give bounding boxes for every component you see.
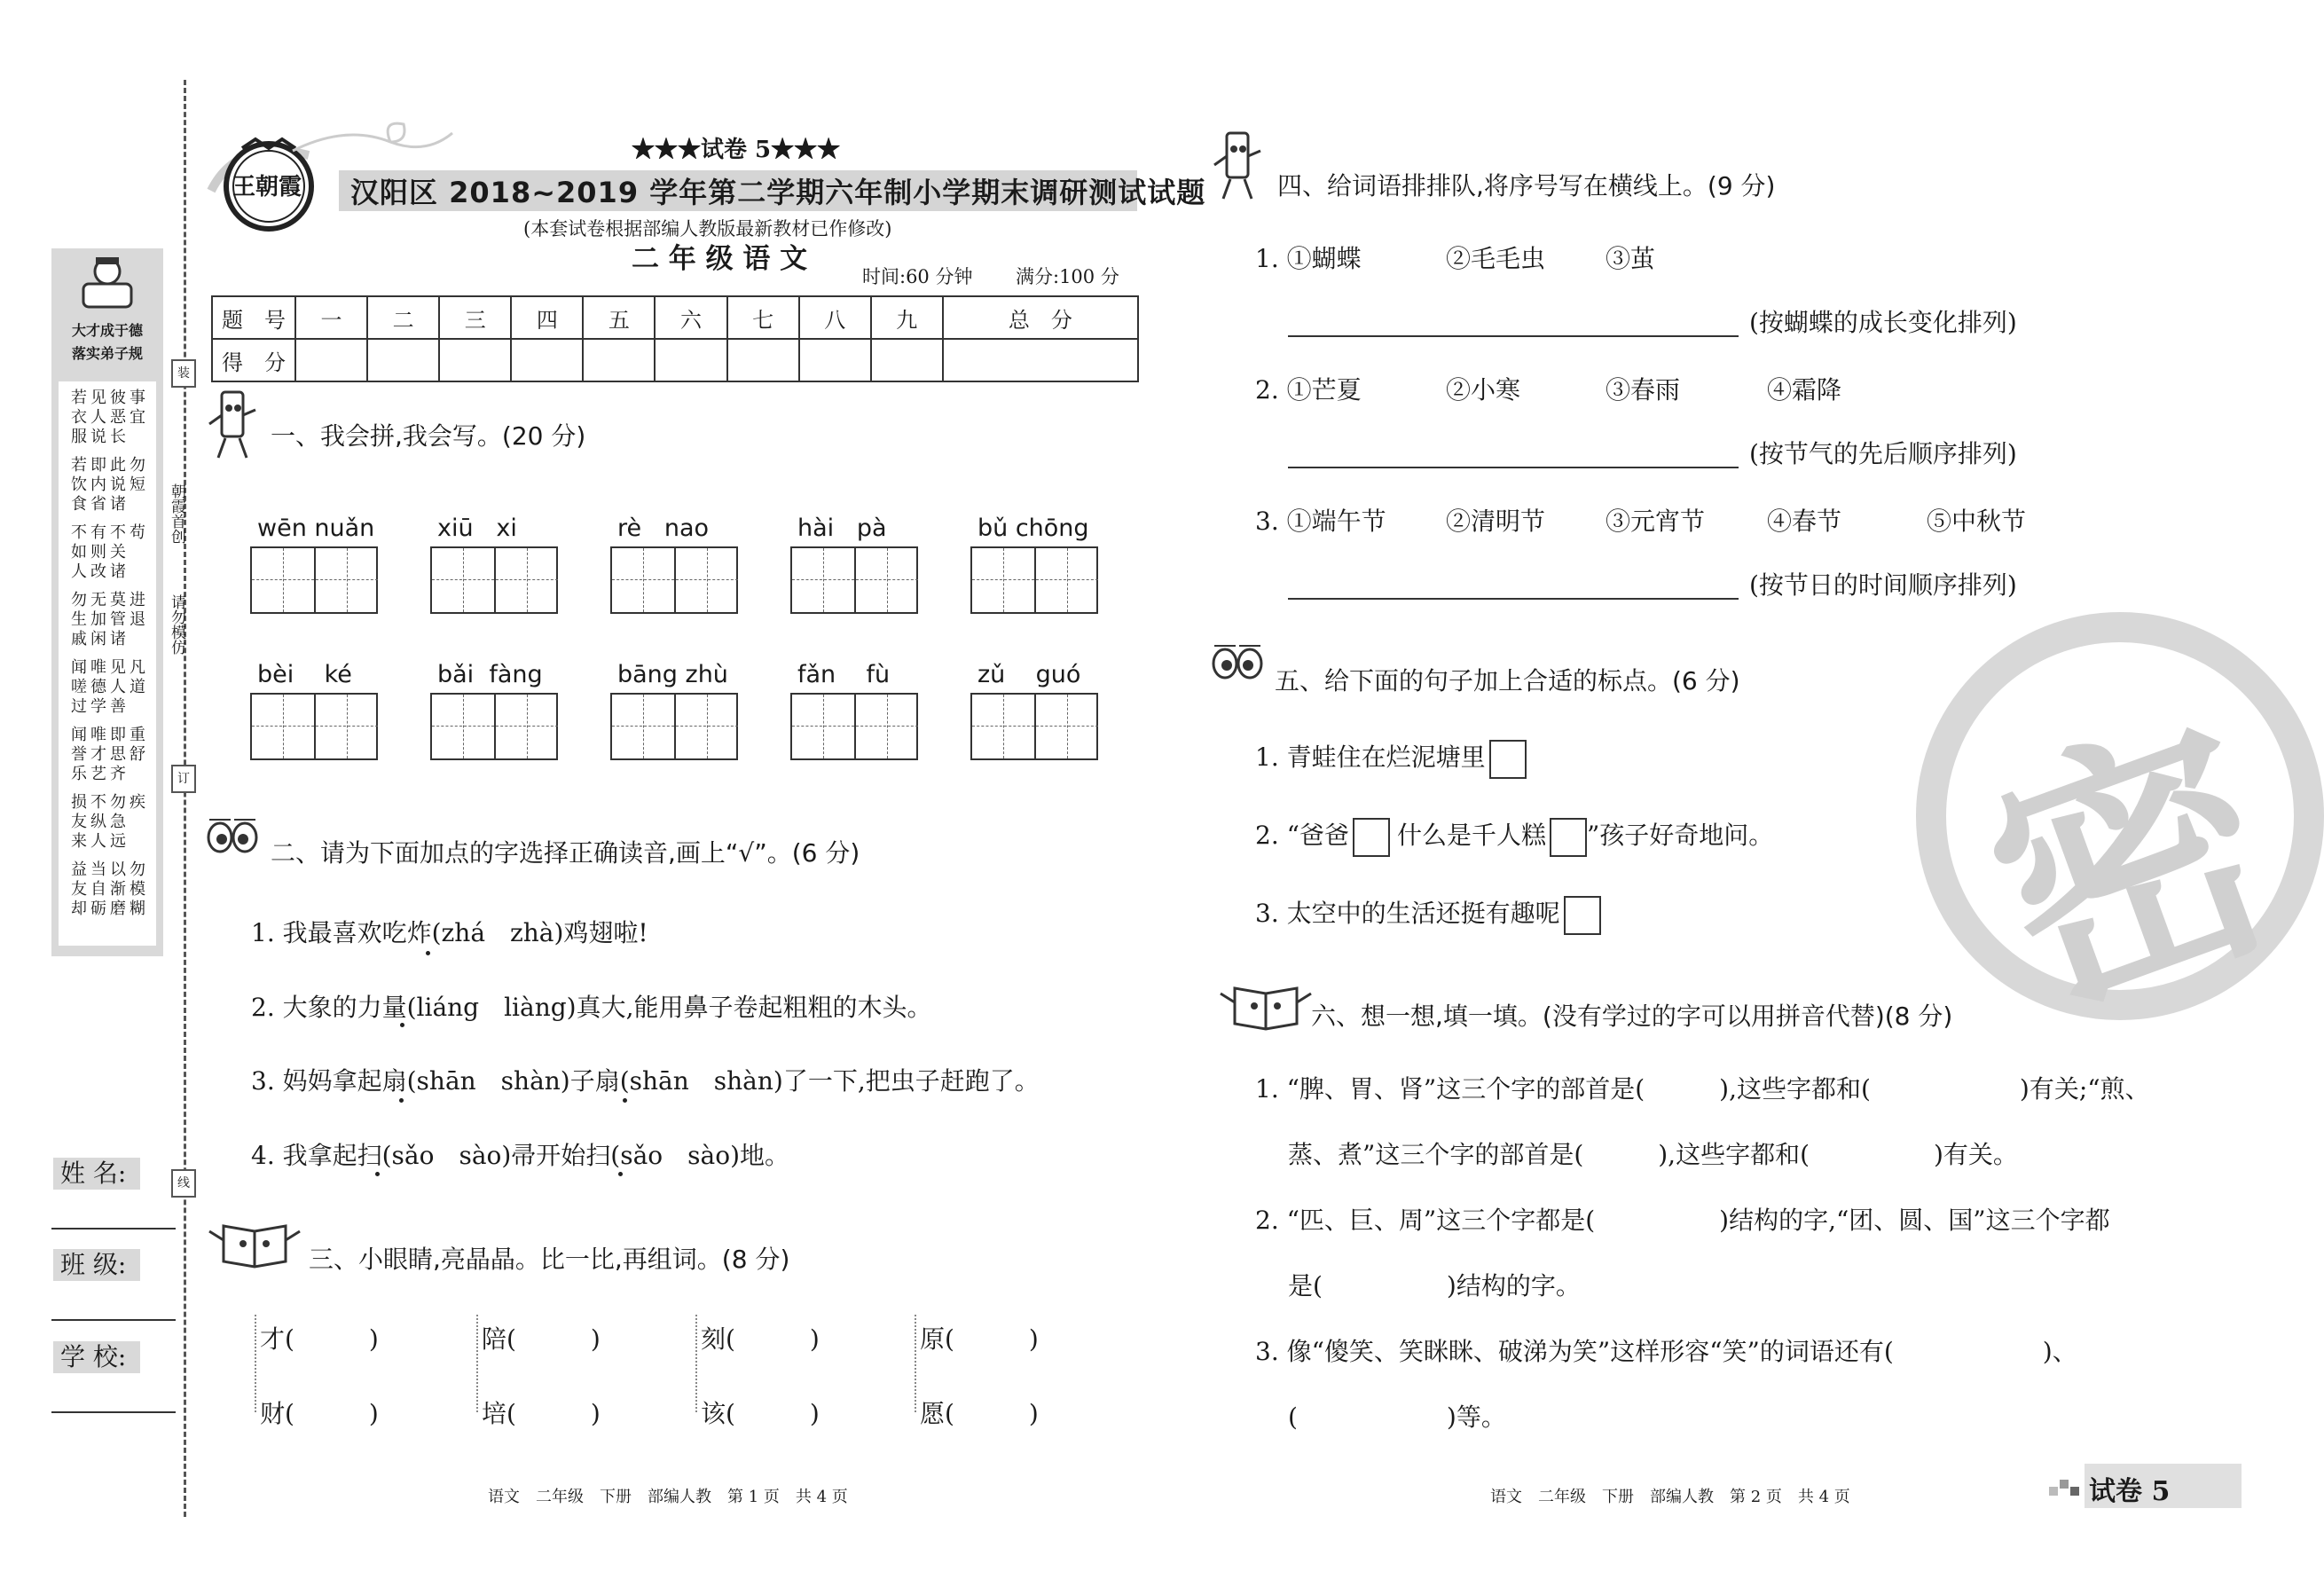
- book-mascot-icon: [206, 1214, 303, 1272]
- answer-line[interactable]: [1288, 598, 1739, 600]
- sec6-line-3: 2. “匹、巨、周”这三个字都是( )结构的字,“团、圆、国”这三个字都: [1255, 1206, 2110, 1235]
- score-input-cell[interactable]: [583, 339, 655, 381]
- full-score: 满分:100 分: [1016, 266, 1119, 287]
- binding-tag-2: 订: [171, 765, 196, 793]
- sidebar-poem-line: 以渐磨: [110, 860, 126, 918]
- column-divider: [915, 1315, 916, 1412]
- score-input-cell[interactable]: [871, 339, 943, 381]
- sidebar-poem-line: 闻誉乐: [71, 726, 87, 783]
- score-header-cell: 四: [511, 296, 583, 339]
- ordering-word: ④春节: [1767, 507, 1842, 536]
- sidebar-poem-line: 凡道: [130, 658, 145, 696]
- sidebar-poem-line: 即思齐: [110, 726, 126, 783]
- score-input-cell[interactable]: [799, 339, 871, 381]
- subject-title: 二 年 级 语 文: [632, 243, 808, 275]
- ordering-word: ②毛毛虫: [1446, 244, 1546, 273]
- section-4-title: 四、给词语排排队,将序号写在横线上。(9 分): [1277, 171, 1776, 200]
- emphasis-dot: [623, 1098, 627, 1103]
- sec5-item-1: [1255, 738, 1527, 779]
- ordering-word: ⑤中秋节: [1927, 507, 2027, 536]
- sidebar-poem-line: 此说诸: [110, 456, 126, 514]
- writing-box[interactable]: [250, 546, 378, 614]
- school-label: 学 校:: [53, 1341, 140, 1373]
- sidebar-poem-line: 益友却: [71, 860, 87, 918]
- vertical-note-2: 请勿模仿: [168, 594, 185, 655]
- binding-tag-3: 线: [171, 1169, 196, 1198]
- sidebar-poem-line: 疾: [130, 793, 145, 812]
- footer-left: 语文 二年级 下册 部编人教 第 1 页 共 4 页: [488, 1488, 848, 1506]
- writing-box[interactable]: [970, 693, 1098, 760]
- binding-line: [184, 80, 186, 1517]
- sidebar-poem-line: 苟: [130, 523, 145, 542]
- sidebar-poem-line: 若饮食: [71, 456, 87, 514]
- vertical-note-1: 朝霞首创: [168, 483, 185, 544]
- compare-word-item[interactable]: 培( ): [482, 1399, 601, 1428]
- sec2-item-4: 4. 我拿起扫(sǎo sào)帚开始扫(sǎo sào)地。: [251, 1141, 789, 1170]
- pinyin-label: bāng zhù: [617, 661, 728, 688]
- pinyin-label: bǎi fàng: [437, 661, 543, 688]
- writing-box[interactable]: [250, 693, 378, 760]
- ordering-word: 1. ①蝴蝶: [1255, 244, 1362, 273]
- school-field[interactable]: [51, 1411, 176, 1413]
- ordering-word: ③元宵节: [1606, 507, 1706, 536]
- pinyin-label: bèi ké: [257, 661, 352, 688]
- emphasis-dot: [399, 1098, 404, 1103]
- compare-word-item[interactable]: 原( ): [920, 1324, 1039, 1354]
- sec5-item-2-text-a: 2. “爸爸: [1255, 821, 1349, 850]
- sec5-item-3: [1255, 894, 1601, 935]
- score-input-cell[interactable]: [367, 339, 439, 381]
- sec6-line-1: 1. “脾、胃、肾”这三个字的部首是( ),这些字都和( )有关;“煎、: [1255, 1074, 2150, 1104]
- class-label: 班 级:: [53, 1249, 140, 1281]
- emphasis-dot: [400, 1023, 404, 1027]
- score-header-row: [212, 296, 1138, 339]
- score-header-cell: 三: [439, 296, 511, 339]
- score-input-row: [212, 339, 1138, 381]
- sec5-item-3-text: 3. 太空中的生活还挺有趣呢: [1255, 899, 1560, 928]
- sidebar-poem-line: 事宜: [130, 389, 145, 427]
- emphasis-dot: [618, 1172, 623, 1176]
- score-input-cell[interactable]: [511, 339, 583, 381]
- answer-line[interactable]: [1288, 467, 1739, 468]
- score-header-cell: 八: [799, 296, 871, 339]
- motto-line-2: 落实弟子规: [71, 345, 143, 362]
- sidebar-poem-line: 莫管诸: [110, 591, 126, 648]
- sidebar-poem: [64, 389, 153, 939]
- pencil-mascot-icon: [206, 383, 259, 463]
- section-2-title: 二、请为下面加点的字选择正确读音,画上“√”。(6 分): [271, 838, 860, 868]
- motto-line-1: 大才成于德: [71, 322, 143, 339]
- ordering-word: ④霜降: [1767, 375, 1842, 405]
- score-input-cell[interactable]: [943, 339, 1138, 381]
- sidebar-poem-line: 勿模糊: [130, 860, 145, 918]
- ordering-word: ②清明节: [1446, 507, 1546, 536]
- sec2-item-2: 2. 大象的力量(liáng liàng)真大,能用鼻子卷起粗粗的木头。: [251, 993, 932, 1022]
- sidebar-poem-line: 唯德学: [90, 658, 106, 716]
- score-header-cell: 二: [367, 296, 439, 339]
- compare-word-item[interactable]: 财( ): [260, 1399, 379, 1428]
- sidebar-poem-line: 彼恶长: [110, 389, 126, 446]
- punctuation-box[interactable]: [1550, 818, 1587, 857]
- score-header-cell: 六: [655, 296, 726, 339]
- writing-box[interactable]: [970, 546, 1098, 614]
- compare-word-item[interactable]: 刻( ): [701, 1324, 820, 1354]
- score-input-cell[interactable]: [727, 339, 799, 381]
- pinyin-label: zǔ guó: [977, 661, 1081, 688]
- sidebar-poem-line: 无加闲: [90, 591, 106, 648]
- answer-line[interactable]: [1288, 335, 1739, 337]
- sec2-item-3: 3. 妈妈拿起扇(shān shàn)子扇(shān shàn)了一下,把虫子赶跑了。: [251, 1066, 1040, 1096]
- score-header-cell: 一: [295, 296, 367, 339]
- compare-word-item[interactable]: 陪( ): [482, 1324, 601, 1354]
- scholar-figure: [76, 255, 138, 310]
- score-table: [211, 295, 1139, 382]
- sec6-line-2: 蒸、煮”这三个字的部首是( ),这些字都和( )有关。: [1288, 1140, 2018, 1169]
- score-row-label: 得 分: [212, 339, 295, 381]
- paper-badge: ★★★试卷 5★★★: [632, 137, 841, 163]
- sidebar-poem-line: 见人善: [110, 658, 126, 716]
- sidebar-poem-line: 进退: [130, 591, 145, 629]
- section-1-title: 一、我会拼,我会写。(20 分): [271, 421, 586, 451]
- emphasis-dot: [426, 951, 430, 955]
- writing-box[interactable]: [610, 546, 738, 614]
- eyes-icon: [206, 814, 259, 853]
- sidebar-poem-line: 即内省: [90, 456, 106, 514]
- corner-squares: [2049, 1476, 2081, 1497]
- name-field[interactable]: [51, 1228, 176, 1230]
- emphasis-dot: [375, 1172, 380, 1176]
- pinyin-label: wēn nuǎn: [257, 515, 375, 542]
- corner-label: 试卷 5: [2089, 1476, 2171, 1507]
- sidebar-panel: [51, 248, 163, 956]
- ordering-word: ③茧: [1606, 244, 1656, 273]
- sidebar-poem-box: [59, 381, 156, 946]
- sidebar-poem-line: 有则改: [90, 523, 106, 581]
- pinyin-label: bǔ chōng: [977, 515, 1089, 542]
- sidebar-poem-line: 不纵人: [90, 793, 106, 851]
- sidebar-poem-line: 当自砺: [90, 860, 106, 918]
- binding-tag-1: 装: [171, 359, 196, 388]
- sidebar-poem-line: 闻嗟过: [71, 658, 87, 716]
- logo-text: 王朝霞: [232, 174, 302, 200]
- score-header-cell: 五: [583, 296, 655, 339]
- sidebar-poem-line: 不如人: [71, 523, 87, 581]
- ordering-word: 2. ①芒夏: [1255, 375, 1362, 405]
- paper-title: 汉阳区 2018~2019 学年第二学期六年制小学期末调研测试试题: [350, 176, 1206, 209]
- sidebar-poem-line: 重舒: [130, 726, 145, 764]
- sidebar-poem-line: 勿生戚: [71, 591, 87, 648]
- writing-box[interactable]: [790, 693, 918, 760]
- punctuation-box[interactable]: [1489, 740, 1527, 779]
- eyes-icon: [1211, 640, 1264, 680]
- writing-box[interactable]: [430, 546, 558, 614]
- footer-right: 语文 二年级 下册 部编人教 第 2 页 共 4 页: [1490, 1488, 1850, 1506]
- ribbon-decoration: [293, 115, 452, 169]
- sidebar-poem-line: 勿急远: [110, 793, 126, 851]
- sidebar-motto: [55, 319, 160, 365]
- column-divider: [255, 1315, 256, 1412]
- section-3-title: 三、小眼睛,亮晶晶。比一比,再组词。(8 分): [309, 1245, 790, 1274]
- section-6-title: 六、想一想,填一填。(没有学过的字可以用拼音代替)(8 分): [1311, 1002, 1953, 1031]
- sec6-line-4: 是( )结构的字。: [1288, 1271, 1581, 1300]
- pencil-mascot-icon: [1211, 124, 1264, 204]
- ordering-word: ②小寒: [1446, 375, 1521, 405]
- ordering-hint: (按节气的先后顺序排列): [1749, 439, 2017, 468]
- name-label: 姓 名:: [53, 1158, 140, 1190]
- compare-word-item[interactable]: 愿( ): [920, 1399, 1039, 1428]
- pinyin-label: hài pà: [797, 515, 887, 542]
- writing-box[interactable]: [430, 693, 558, 760]
- sec5-item-2: [1255, 816, 1773, 857]
- sec5-item-1-text: 1. 青蛙住在烂泥塘里: [1255, 742, 1486, 772]
- book-mascot-icon: [1217, 976, 1315, 1034]
- sidebar-poem-line: 若衣服: [71, 389, 87, 446]
- punctuation-box[interactable]: [1564, 896, 1601, 935]
- compare-word-item[interactable]: 才( ): [260, 1324, 379, 1354]
- sec6-line-6: ( )等。: [1288, 1402, 1506, 1432]
- ordering-word: ③春雨: [1606, 375, 1681, 405]
- score-header-cell: 七: [727, 296, 799, 339]
- ordering-hint: (按蝴蝶的成长变化排列): [1749, 308, 2017, 337]
- column-divider: [476, 1315, 478, 1412]
- score-header-cell: 题 号: [212, 296, 295, 339]
- sec2-item-1: 1. 我最喜欢吃炸(zhá zhà)鸡翅啦!: [251, 918, 648, 947]
- pinyin-label: rè nao: [617, 515, 710, 542]
- sidebar-poem-line: 勿短: [130, 456, 145, 494]
- score-input-cell[interactable]: [655, 339, 726, 381]
- sidebar-poem-line: 损友来: [71, 793, 87, 851]
- column-divider: [695, 1315, 697, 1412]
- sidebar-poem-line: 见人说: [90, 389, 106, 446]
- pinyin-label: xiū xi: [437, 515, 517, 542]
- sidebar-poem-line: 唯才艺: [90, 726, 106, 783]
- punctuation-box[interactable]: [1353, 818, 1390, 857]
- score-header-cell: 总 分: [943, 296, 1138, 339]
- writing-box[interactable]: [790, 546, 918, 614]
- time-info: 时间:60 分钟: [862, 266, 973, 287]
- section-5-title: 五、给下面的句子加上合适的标点。(6 分): [1275, 666, 1740, 695]
- sec5-item-2-text-c: ”孩子好奇地问。: [1586, 821, 1774, 850]
- sec6-line-5: 3. 像“傻笑、笑眯眯、破涕为笑”这样形容“笑”的词语还有( )、: [1255, 1337, 2077, 1366]
- score-header-cell: 九: [871, 296, 943, 339]
- ordering-word: 3. ①端午节: [1255, 507, 1386, 536]
- paper-note: (本套试卷根据部编人教版最新教材已作修改): [523, 218, 892, 240]
- compare-word-item[interactable]: 该( ): [701, 1399, 820, 1428]
- score-input-cell[interactable]: [295, 339, 367, 381]
- sidebar-poem-line: 不关诸: [110, 523, 126, 581]
- pinyin-label: fǎn fù: [797, 661, 891, 688]
- watermark-seal: 密: [1954, 678, 2311, 1061]
- class-field[interactable]: [51, 1319, 176, 1321]
- writing-box[interactable]: [610, 693, 738, 760]
- sec5-item-2-text-b: 什么是千人糕: [1396, 821, 1546, 850]
- score-input-cell[interactable]: [439, 339, 511, 381]
- ordering-hint: (按节日的时间顺序排列): [1749, 570, 2017, 600]
